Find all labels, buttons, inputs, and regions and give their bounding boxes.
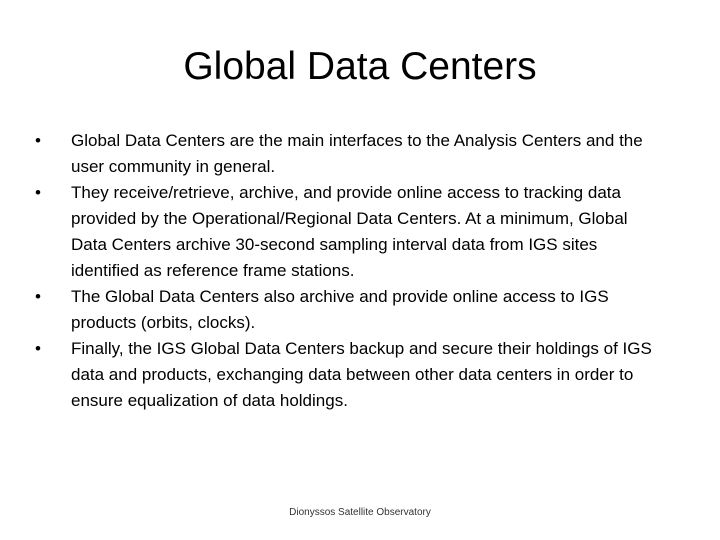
- bullet-text-4: Finally, the IGS Global Data Centers backup and secure their holdings of IGS data and products, exchanging data between other data centers in order to ensure equalization of data holdings.: [71, 339, 652, 410]
- bullet-text-2: They receive/retrieve, archive, and provide online access to tracking data provided by the Operational/Regional Data Centers. At a minimum, Global Data Centers archive 30-second sampling interval data from IGS sites identified as reference frame stations.: [71, 183, 628, 280]
- slide-title: Global Data Centers: [183, 45, 537, 88]
- bullet-item-1: [35, 128, 665, 180]
- bullet-icon: •: [35, 131, 41, 150]
- bullet-icon: •: [35, 183, 41, 202]
- slide-footer: Dionyssos Satellite Observatory: [289, 507, 431, 518]
- bullet-list: [35, 128, 665, 414]
- bullet-icon: •: [35, 339, 41, 358]
- bullet-text-3: The Global Data Centers also archive and provide online access to IGS products (orbits, clocks).: [71, 287, 609, 332]
- bullet-item-2: [35, 180, 665, 284]
- bullet-text-1: Global Data Centers are the main interfaces to the Analysis Centers and the user community in general.: [71, 131, 643, 176]
- bullet-item-3: [35, 284, 665, 336]
- bullet-icon: •: [35, 287, 41, 306]
- bullet-item-4: [35, 336, 665, 414]
